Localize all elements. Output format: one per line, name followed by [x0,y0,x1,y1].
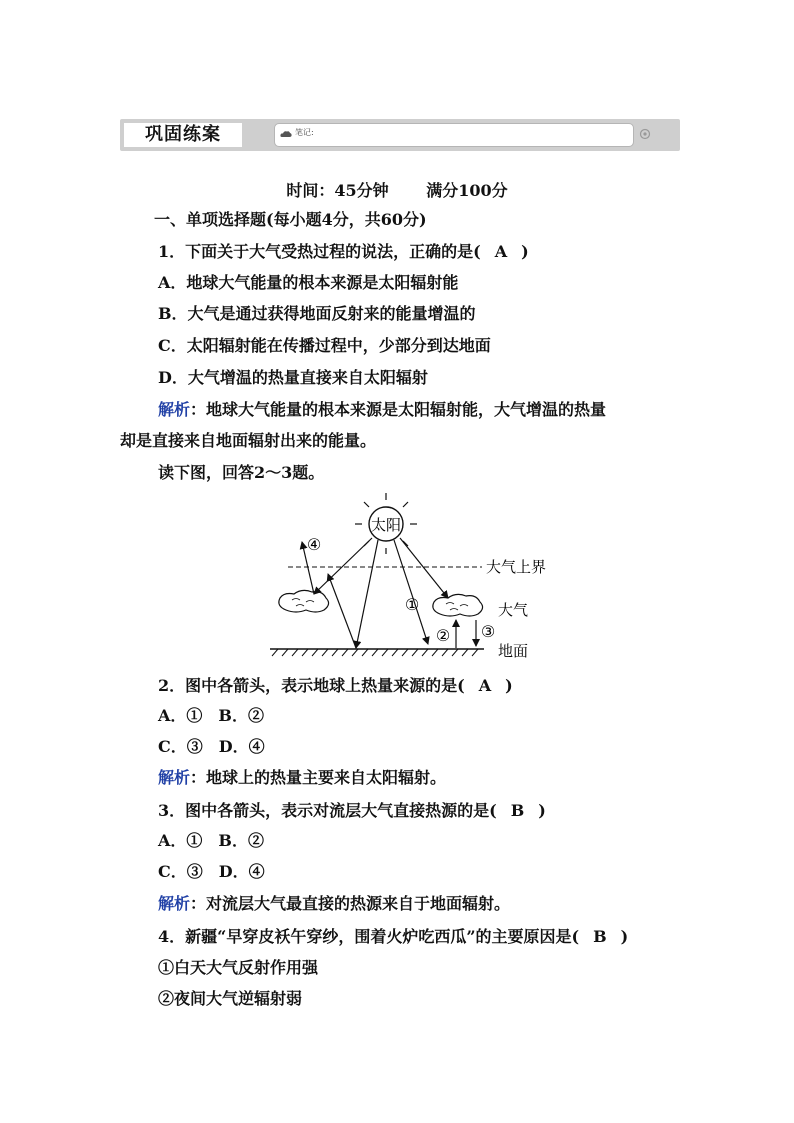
q1-analysis: 解析：地球大气能量的根本来源是太阳辐射能，大气增温的热量 [158,400,607,419]
figure-intro: 读下图，回答2～3题。 [158,463,325,482]
exam-score: 满分100分 [426,181,508,200]
section-heading: 一、单项选择题(每小题4分，共60分) [154,210,427,229]
q1-option-c: C．太阳辐射能在传播过程中，少部分到达地面 [158,336,491,355]
question-2-answer: A [478,676,492,695]
cloud-icon [280,129,292,139]
question-4-answer: B [593,927,607,946]
q4-statement-1: ①白天大气反射作用强 [158,958,319,977]
analysis-label: 解析 [158,400,191,419]
question-3-stem: 3．图中各箭头，表示对流层大气直接热源的是( B ) [158,801,546,820]
cloud-left-icon [279,590,329,612]
settings-gear-icon[interactable] [639,128,651,140]
question-4-stem: 4．新疆“早穿皮袄午穿纱，围着火炉吃西瓜”的主要原因是( B ) [158,927,629,946]
notes-input[interactable] [274,123,634,147]
atmosphere-heating-diagram [262,488,572,668]
q4-statement-2: ②夜间大气逆辐射弱 [158,989,303,1008]
question-3-answer: B [510,801,525,820]
marker-2: ② [435,626,451,645]
exam-info [0,178,794,201]
analysis-label: 解析 [158,894,191,913]
cloud-right-icon [433,594,483,616]
q3-analysis: 解析：对流层大气最直接的热源来自于地面辐射。 [158,894,511,913]
q2-options-ab: A．① B．② [158,706,264,725]
q2-options-cd: C．③ D．④ [158,737,265,756]
q1-option-a: A．地球大气能量的根本来源是太阳辐射能 [158,273,459,292]
header-title: 巩固练案 [124,123,242,147]
notes-label: 笔记: [295,128,314,137]
sun-label: 太阳 [370,516,402,534]
marker-4: ④ [306,535,322,554]
upper-atmosphere-label: 大气上界 [486,558,547,576]
marker-1: ① [404,595,420,614]
practice-header-bar [120,119,680,151]
q3-options-cd: C．③ D．④ [158,862,265,881]
q1-option-d: D．大气增温的热量直接来自太阳辐射 [158,368,428,387]
q3-options-ab: A．① B．② [158,831,264,850]
atmosphere-label: 大气 [498,601,529,619]
question-1-stem: 1．下面关于大气受热过程的说法，正确的是( A ) [158,242,529,261]
q1-analysis-cont: 却是直接来自地面辐射出来的能量。 [120,431,377,450]
question-1-answer: A [494,242,508,261]
ground-label: 地面 [498,642,529,660]
marker-3: ③ [480,622,496,641]
q1-option-b: B．大气是通过获得地面反射来的能量增温的 [158,304,476,323]
exam-time: 时间：45分钟 [286,181,389,200]
analysis-label: 解析 [158,768,191,787]
ground-hatching [272,649,478,656]
question-2-stem: 2．图中各箭头，表示地球上热量来源的是( A ) [158,676,513,695]
q2-analysis: 解析：地球上的热量主要来自太阳辐射。 [158,768,447,787]
